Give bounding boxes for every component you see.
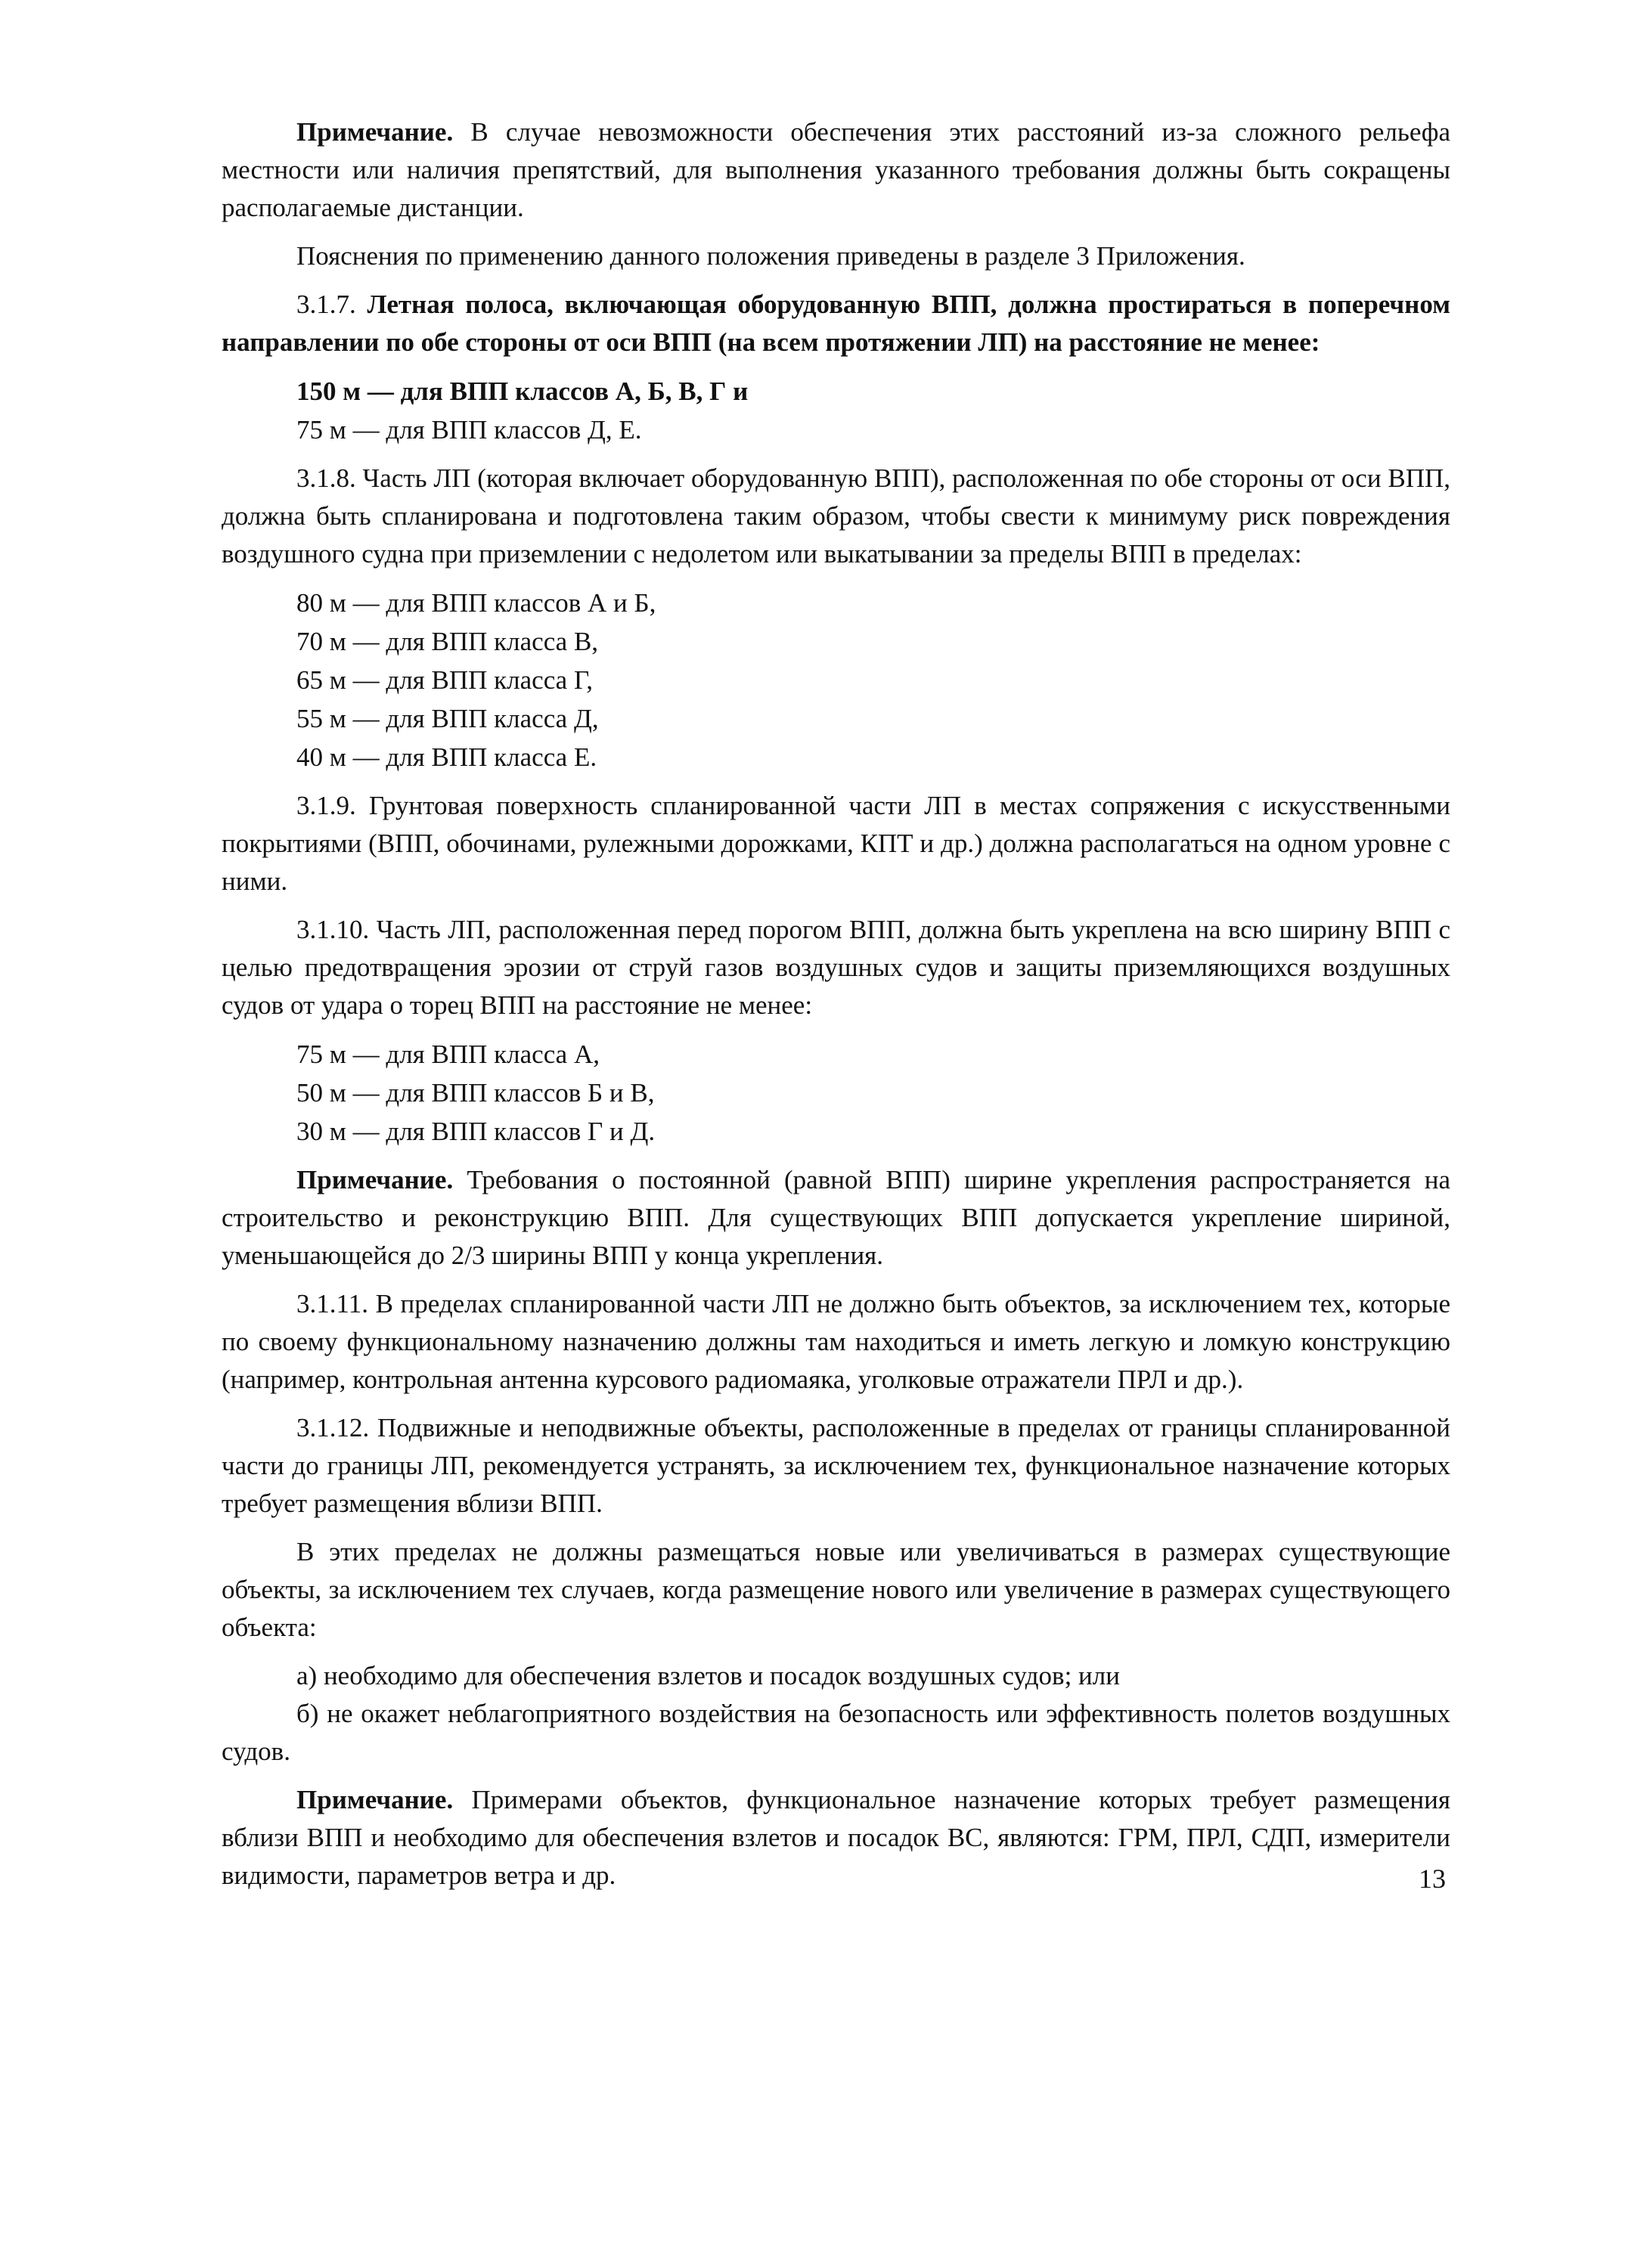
document-page	[222, 113, 1450, 1905]
list-3-1-10	[222, 1035, 1450, 1151]
list-item: 80 м — для ВПП классов А и Б,	[296, 588, 656, 618]
paragraph-item-b: б) не окажет неблагоприятного воздействия на безопасность или эффективность полетов воздушных судов.	[222, 1699, 1450, 1766]
list-item: 55 м — для ВПП класса Д,	[296, 704, 599, 733]
paragraph-explanation: Пояснения по применению данного положения приведены в разделе 3 Приложения.	[296, 241, 1245, 271]
paragraph-3-1-11	[222, 1285, 1450, 1399]
clause-number: 3.1.11.	[296, 1289, 368, 1318]
clause-text: В пределах спланированной части ЛП не должно быть объектов, за исключением тех, которые по своему функциональному назначению должны там находиться и иметь легкую и ломкую конструкцию (например, контрольная антенна курсового радиомаяка, уголковые отражатели ПРЛ и др.).	[222, 1289, 1450, 1394]
note-label: Примечание.	[296, 1165, 454, 1194]
clause-number: 3.1.8.	[296, 463, 356, 493]
clause-number: 3.1.12.	[296, 1413, 370, 1442]
note-label: Примечание.	[296, 1785, 454, 1814]
clause-number: 3.1.9.	[296, 791, 356, 820]
page-number: 13	[1419, 1864, 1446, 1894]
paragraph-restrictions: В этих пределах не должны размещаться новые или увеличиваться в размерах существующие объекты, за исключением тех случаев, когда размещение нового или увеличение в размерах существующего объекта:	[222, 1537, 1450, 1642]
clause-text: Часть ЛП, расположенная перед порогом ВПП, должна быть укреплена на всю ширину ВПП с целью предотвращения эрозии от струй газов воздушных судов и защиты приземляющихся воздушных судов от удара о торец ВПП на расстояние не менее:	[222, 915, 1450, 1020]
note-paragraph-1	[222, 113, 1450, 227]
list-item: 75 м — для ВПП класса А,	[296, 1040, 600, 1069]
note-label: Примечание.	[296, 117, 454, 147]
note-paragraph-3	[222, 1781, 1450, 1895]
note-text: Примерами объектов, функциональное назначение которых требует размещения вблизи ВПП и необходимо для обеспечения взлетов и посадок ВС, являются: ГРМ, ПРЛ, СДП, измерители видимости, параметров ветра и др.	[222, 1785, 1450, 1890]
note-text: В случае невозможности обеспечения этих расстояний из-за сложного рельефа местности или наличия препятствий, для выполнения указанного требования должны быть сокращены располагаемые дистанции.	[222, 117, 1450, 222]
list-item: 70 м — для ВПП класса В,	[296, 627, 599, 656]
clause-number: 3.1.10.	[296, 915, 370, 944]
list-item: 150 м — для ВПП классов А, Б, В, Г и	[296, 376, 749, 406]
paragraph-item-a: а) необходимо для обеспечения взлетов и посадок воздушных судов; или	[296, 1661, 1120, 1690]
clause-text: Грунтовая поверхность спланированной части ЛП в местах сопряжения с искусственными покрытиями (ВПП, обочинами, рулежными дорожками, КПТ и др.) должна располагаться на одном уровне с ними.	[222, 791, 1450, 896]
clause-text: Подвижные и неподвижные объекты, расположенные в пределах от границы спланированной части до границы ЛП, рекомендуется устранять, за исключением тех, функциональное назначение которых требует размещения вблизи ВПП.	[222, 1413, 1450, 1518]
note-text: Требования о постоянной (равной ВПП) ширине укрепления распространяется на строительство и реконструкцию ВПП. Для существующих ВПП допускается укрепление шириной, уменьшающейся до 2/3 ширины ВПП у конца укрепления.	[222, 1165, 1450, 1270]
note-paragraph-2	[222, 1161, 1450, 1275]
paragraph-3-1-10	[222, 911, 1450, 1024]
list-item: 75 м — для ВПП классов Д, Е.	[296, 415, 642, 445]
list-item: 50 м — для ВПП классов Б и В,	[296, 1078, 655, 1108]
paragraph-3-1-7	[222, 286, 1450, 361]
list-item: 65 м — для ВПП класса Г,	[296, 665, 593, 695]
list-3-1-7	[222, 372, 1450, 449]
paragraph-3-1-12	[222, 1409, 1450, 1523]
clause-number: 3.1.7.	[296, 290, 356, 319]
paragraph-3-1-8	[222, 460, 1450, 573]
clause-text: Летная полоса, включающая оборудованную ВПП, должна простираться в поперечном направлении по обе стороны от оси ВПП (на всем протяжении ЛП) на расстояние не менее:	[222, 290, 1450, 357]
clause-text: Часть ЛП (которая включает оборудованную ВПП), расположенная по обе стороны от оси ВПП, должна быть спланирована и подготовлена таким образом, чтобы свести к минимуму риск повреждения воздушного судна при приземлении с недолетом или выкатывании за пределы ВПП в пределах:	[222, 463, 1450, 569]
list-3-1-8	[222, 584, 1450, 776]
list-item: 30 м — для ВПП классов Г и Д.	[296, 1117, 656, 1146]
list-item: 40 м — для ВПП класса Е.	[296, 742, 597, 772]
paragraph-3-1-9	[222, 787, 1450, 900]
